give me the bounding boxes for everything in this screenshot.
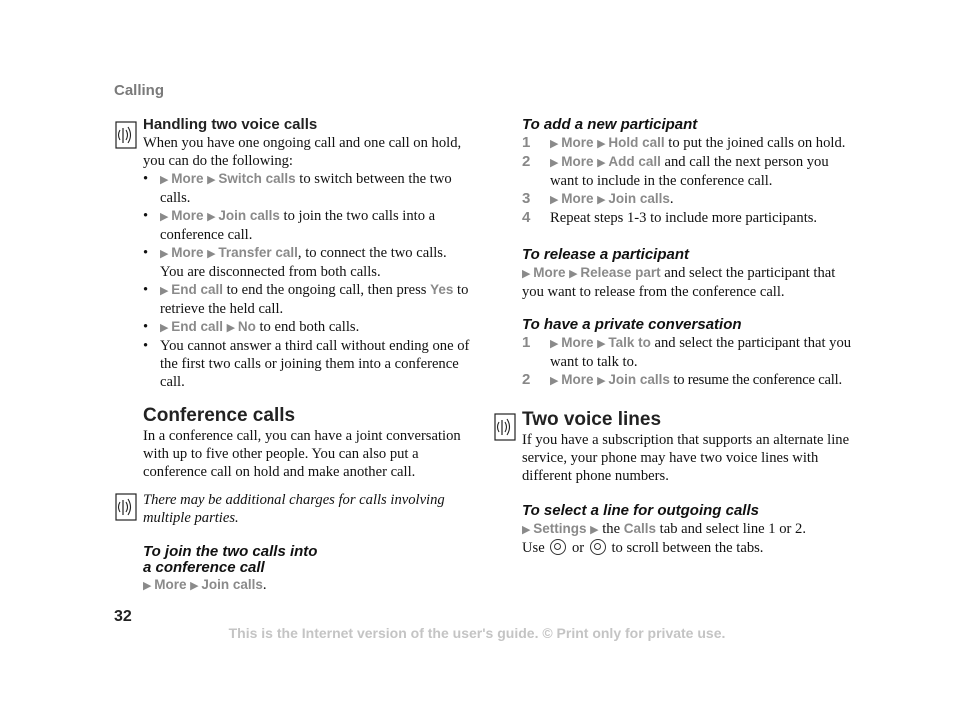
arrow-icon: ▶ [597, 194, 609, 206]
menu-key: Talk to [608, 335, 651, 350]
menu-key: More [561, 191, 594, 206]
arrow-icon: ▶ [597, 375, 609, 387]
menu-key: Join calls [608, 191, 670, 206]
item-text: Repeat steps 1-3 to include more participants. [550, 210, 818, 226]
step-number: 3 [522, 190, 531, 207]
step-item [522, 134, 857, 153]
step-item [522, 190, 857, 209]
menu-key: More [561, 135, 594, 150]
menu-key: Join calls [201, 577, 263, 592]
arrow-icon: ▶ [160, 211, 172, 223]
select-line-instruction [522, 520, 857, 539]
step-number: 1 [522, 134, 531, 151]
arrow-icon: ▶ [190, 580, 202, 592]
item-text: to resume the conference call. [669, 372, 842, 388]
arrow-icon: ▶ [597, 338, 609, 350]
menu-key: More [561, 335, 594, 350]
item-text: to end both calls. [255, 319, 360, 335]
handling-section [143, 116, 473, 391]
item-text: tab and select line 1 or 2. [656, 521, 806, 537]
menu-key: Calls [623, 521, 657, 536]
step-number: 2 [522, 371, 531, 388]
arrow-icon: ▶ [597, 157, 609, 169]
menu-key: Hold call [608, 135, 665, 150]
footer-notice: This is the Internet version of the user's guide. © Print only for private use. [228, 625, 726, 641]
voice-lines-text: If you have a subscription that supports an alternate line service, your phone may have two voice lines with different phone numbers. [522, 432, 850, 484]
arrow-icon: ▶ [160, 248, 172, 260]
item-text: to scroll between the tabs. [607, 540, 764, 556]
add-participant-section [522, 116, 857, 227]
voice-lines-title: Two voice lines [522, 409, 662, 430]
network-service-icon [115, 493, 137, 521]
menu-key: End call [171, 319, 223, 334]
scroll-instruction [522, 539, 857, 557]
list-item [143, 318, 473, 337]
item-text: and call the next person you want to include in the conference call. [550, 154, 829, 189]
item-text: , to connect the two calls. You are disconnected from both calls. [160, 245, 447, 280]
arrow-icon: ▶ [160, 322, 172, 334]
arrow-icon: ▶ [522, 524, 534, 536]
release-section [522, 246, 857, 301]
handling-title: Handling two voice calls [143, 116, 318, 133]
step-item [522, 371, 857, 390]
arrow-icon: ▶ [550, 338, 562, 350]
menu-key: More [154, 577, 187, 592]
step-item [522, 209, 857, 227]
menu-key: Settings [533, 521, 587, 536]
section-header: Calling [114, 82, 165, 99]
join-title-line-2: a conference call [143, 559, 265, 576]
arrow-icon: ▶ [569, 268, 581, 280]
menu-key: More [171, 245, 204, 260]
step-number: 1 [522, 334, 531, 351]
menu-key: More [561, 372, 594, 387]
join-instruction [143, 576, 473, 595]
arrow-icon: ▶ [597, 138, 609, 150]
arrow-icon: ▶ [207, 248, 219, 260]
menu-key: Join calls [218, 208, 280, 223]
item-text: Use [522, 540, 549, 556]
arrow-icon: ▶ [207, 174, 219, 186]
conference-text: In a conference call, you can have a joint conversation with up to five other people. You can also put a conference call on hold and make another call. [143, 428, 461, 480]
navigation-key-right-icon [590, 539, 606, 555]
arrow-icon: ▶ [590, 524, 599, 536]
menu-key: More [561, 154, 594, 169]
item-text: to retrieve the held call. [160, 282, 469, 317]
network-service-icon [115, 121, 137, 149]
arrow-icon: ▶ [550, 194, 562, 206]
step-number: 4 [522, 209, 531, 226]
join-title-line-1: To join the two calls into [143, 543, 318, 560]
list-item [143, 244, 473, 281]
arrow-icon: ▶ [160, 174, 172, 186]
item-text: the [598, 521, 624, 537]
list-item [143, 170, 473, 207]
handling-list [143, 170, 473, 391]
conference-section [143, 405, 473, 481]
private-steps [522, 334, 857, 390]
menu-key: Transfer call [218, 245, 298, 260]
release-title: To release a participant [522, 246, 690, 263]
menu-key: More [533, 265, 566, 280]
list-item [143, 337, 473, 391]
private-section [522, 316, 857, 390]
menu-key: Switch calls [218, 171, 296, 186]
menu-key: Add call [608, 154, 661, 169]
menu-key: More [171, 208, 204, 223]
arrow-icon: ▶ [207, 211, 219, 223]
navigation-key-left-icon [550, 539, 566, 555]
menu-key: No [237, 319, 256, 334]
item-text: to end the ongoing call, then press [222, 282, 431, 298]
arrow-icon: ▶ [550, 138, 562, 150]
step-number: 2 [522, 153, 531, 170]
private-title: To have a private conversation [522, 316, 742, 333]
add-steps [522, 134, 857, 227]
list-item [143, 207, 473, 244]
item-text: to put the joined calls on hold. [664, 135, 846, 151]
join-section [143, 544, 473, 595]
select-line-title: To select a line for outgoing calls [522, 502, 759, 519]
item-text: . [669, 191, 674, 207]
list-item [143, 281, 473, 318]
item-text: to join the two calls into a conference call. [160, 208, 436, 243]
menu-key: More [171, 171, 204, 186]
handling-intro: When you have one ongoing call and one call on hold, you can do the following: [143, 135, 462, 169]
voice-lines-section [522, 409, 857, 485]
item-text: and select the participant that you want to release from the conference call. [522, 265, 836, 300]
item-text: . [262, 577, 267, 593]
arrow-icon: ▶ [143, 580, 155, 592]
menu-key: Yes [430, 282, 454, 297]
arrow-icon: ▶ [550, 375, 562, 387]
item-text: and select the participant that you want to talk to. [550, 335, 852, 370]
arrow-icon: ▶ [226, 322, 238, 334]
step-item [522, 334, 857, 371]
menu-key: End call [171, 282, 223, 297]
menu-key: Join calls [608, 372, 670, 387]
item-text: or [568, 540, 588, 556]
menu-key: Release part [580, 265, 661, 280]
arrow-icon: ▶ [160, 285, 172, 297]
step-item [522, 153, 857, 190]
select-line-section [522, 502, 857, 557]
network-service-icon [494, 413, 516, 441]
conference-title: Conference calls [143, 405, 296, 426]
add-title: To add a new participant [522, 116, 698, 133]
page-number: 32 [114, 608, 132, 625]
item-text: to switch between the two calls. [160, 171, 452, 206]
arrow-icon: ▶ [522, 268, 534, 280]
arrow-icon: ▶ [550, 157, 562, 169]
conference-note: There may be additional charges for calls involving multiple parties. [143, 492, 445, 526]
release-instruction [522, 264, 857, 301]
item-text: You cannot answer a third call without ending one of the first two calls or joining them into a conference call. [160, 338, 470, 390]
